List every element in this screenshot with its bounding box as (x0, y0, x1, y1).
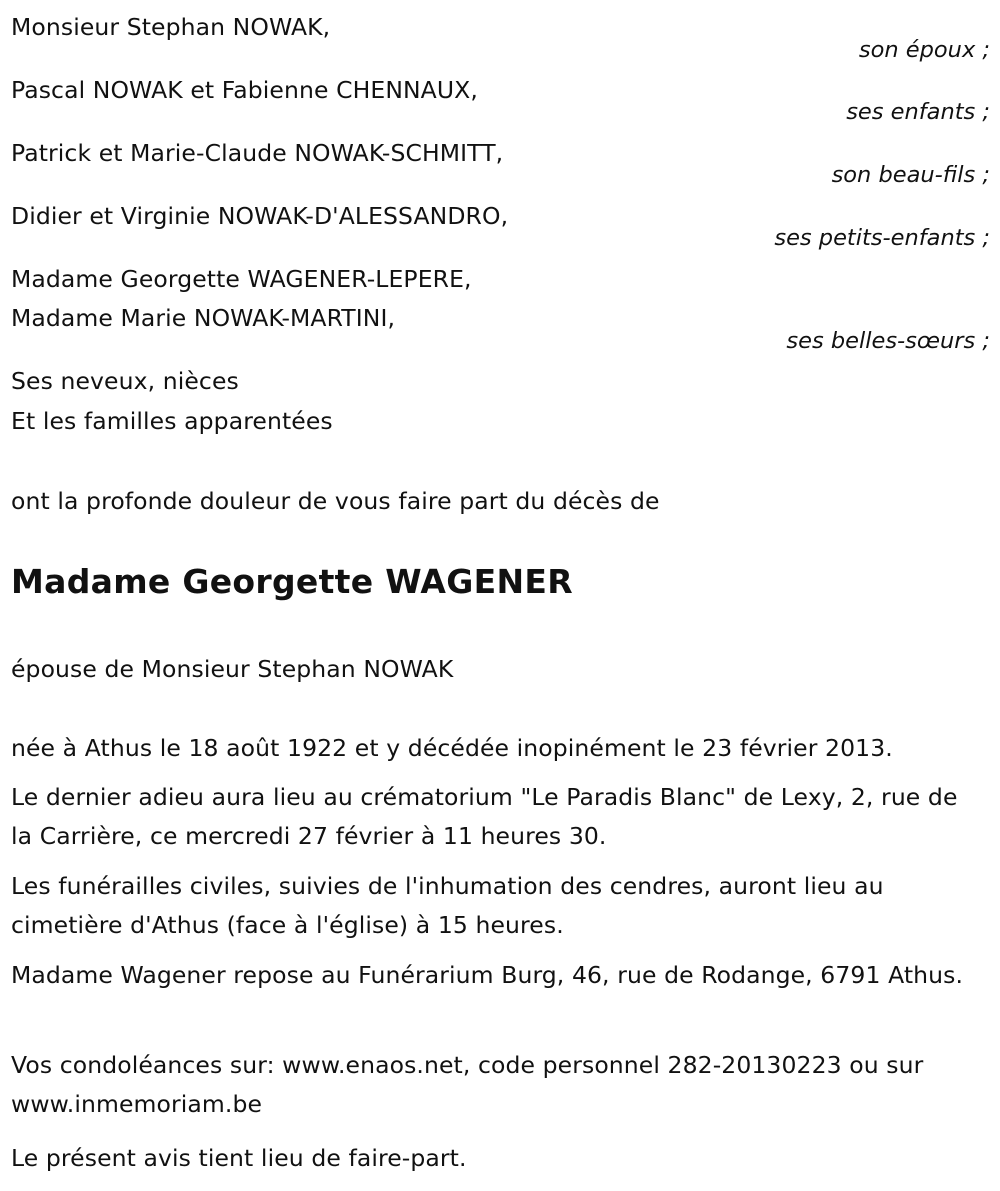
stepson-role: son beau-fils ; (831, 162, 990, 188)
spouse-of-line: épouse de Monsieur Stephan NOWAK (11, 655, 454, 683)
sisters-in-law-role: ses belles-sœurs ; (786, 328, 990, 354)
announcement-intro: ont la profonde douleur de vous faire part du décès de (11, 487, 660, 515)
nephews-line: Ses neveux, nièces (11, 367, 239, 395)
children-role: ses enfants ; (846, 99, 990, 125)
sister-in-law-2: Madame Marie NOWAK-MARTINI, (11, 304, 396, 332)
deceased-name: Madame Georgette WAGENER (11, 562, 573, 601)
sister-in-law-1: Madame Georgette WAGENER-LEPERE, (11, 265, 472, 293)
notice-line: Le présent avis tient lieu de faire-part. (11, 1144, 467, 1172)
stepson-names: Patrick et Marie-Claude NOWAK-SCHMITT, (11, 139, 504, 167)
spouse-name: Monsieur Stephan NOWAK, (11, 13, 331, 41)
condolences-paragraph: Vos condoléances sur: www.enaos.net, code personnel 282-20130223 ou sur www.inmemoriam.be (11, 1051, 924, 1118)
children-names: Pascal NOWAK et Fabienne CHENNAUX, (11, 76, 478, 104)
families-line: Et les familles apparentées (11, 407, 333, 435)
birth-death-line: née à Athus le 18 août 1922 et y décédée inopinément le 23 février 2013. (11, 734, 893, 762)
farewell-paragraph: Le dernier adieu aura lieu au crématorium "Le Paradis Blanc" de Lexy, 2, rue de la Carrière, ce mercredi 27 février à 11 heures 30. (11, 783, 958, 850)
spouse-role: son époux ; (858, 37, 990, 63)
grandchildren-names: Didier et Virginie NOWAK-D'ALESSANDRO, (11, 202, 509, 230)
grandchildren-role: ses petits-enfants ; (774, 225, 990, 251)
resting-paragraph: Madame Wagener repose au Funérarium Burg, 46, rue de Rodange, 6791 Athus. (11, 961, 964, 989)
funeral-paragraph: Les funérailles civiles, suivies de l'inhumation des cendres, auront lieu au cimetière d'Athus (face à l'église) à 15 heures. (11, 872, 884, 939)
